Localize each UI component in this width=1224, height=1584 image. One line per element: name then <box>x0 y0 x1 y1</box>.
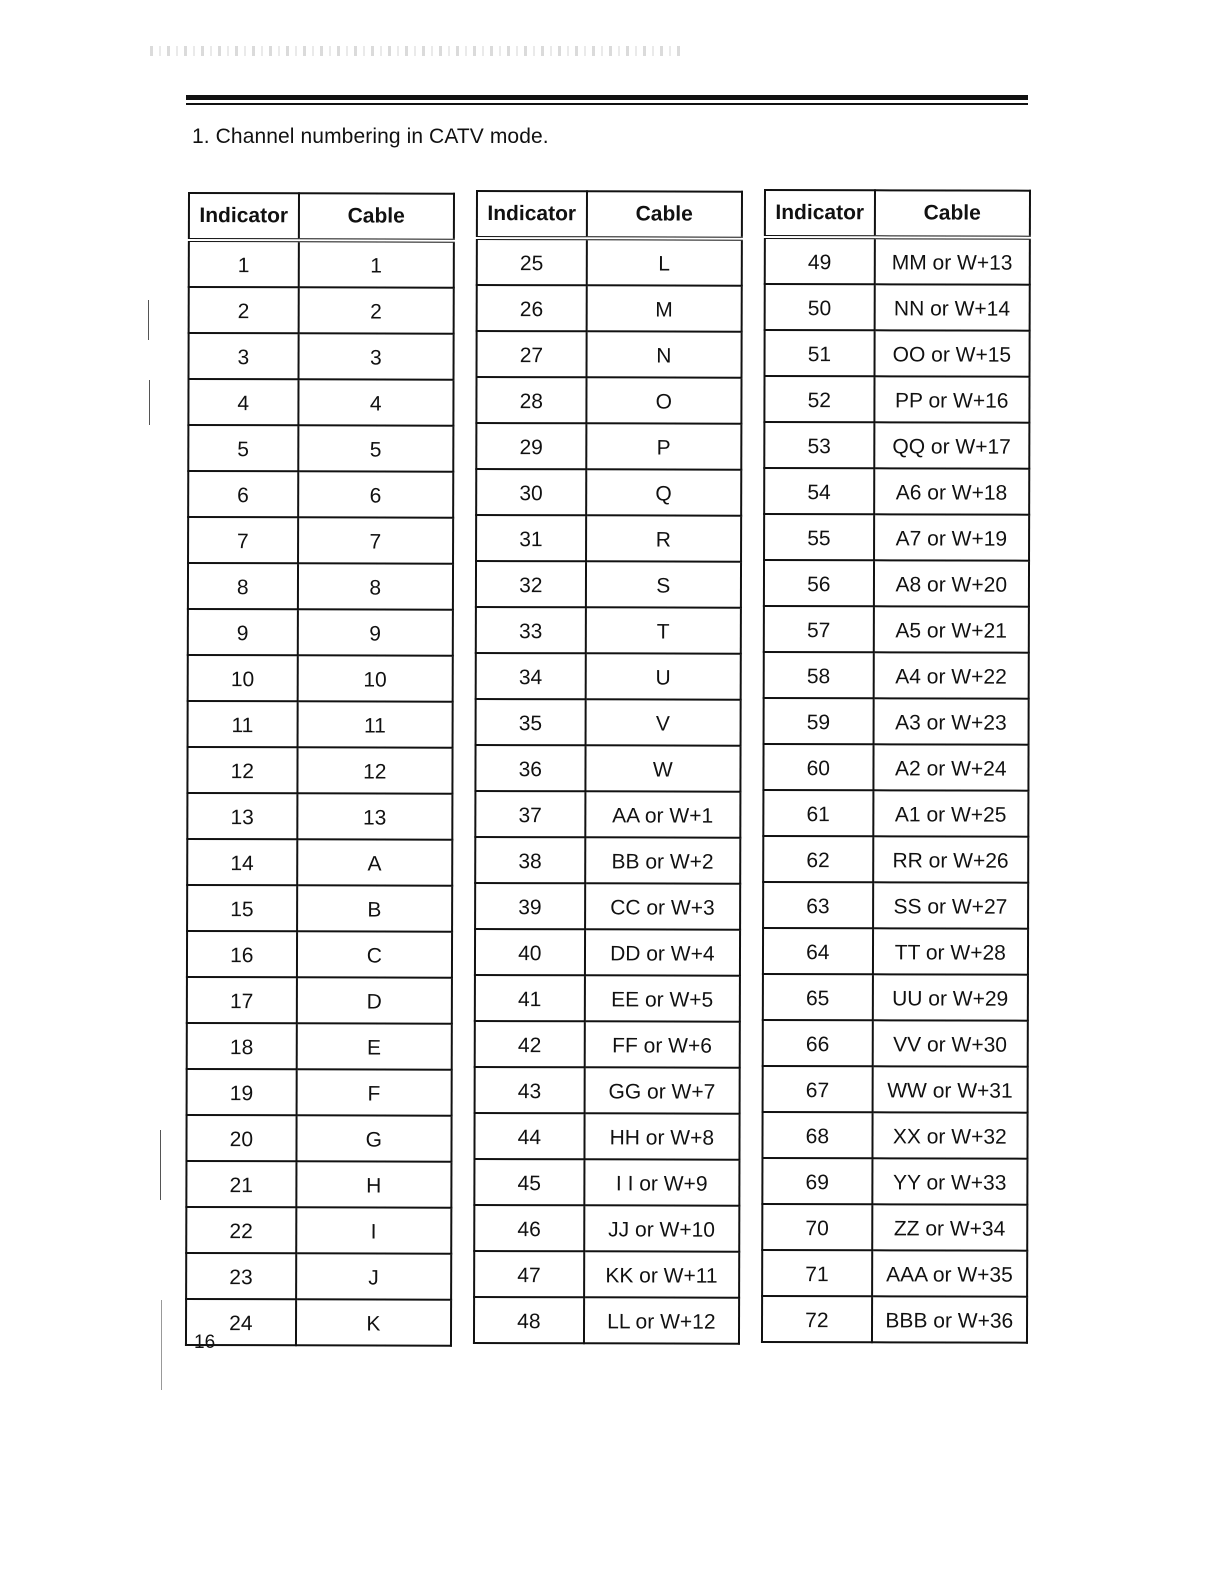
cable-cell: A3 or W+23 <box>873 698 1028 744</box>
indicator-cell: 17 <box>187 977 297 1023</box>
table-row <box>765 237 1030 285</box>
table-row <box>476 607 741 654</box>
indicator-cell: 38 <box>475 837 585 883</box>
cable-cell: 4 <box>298 379 453 425</box>
scan-noise <box>150 46 680 56</box>
indicator-cell: 66 <box>763 1020 873 1066</box>
cable-cell: YY or W+33 <box>872 1158 1027 1204</box>
cable-cell: AA or W+1 <box>585 791 740 837</box>
table-row <box>476 423 741 470</box>
cable-cell: BBB or W+36 <box>872 1296 1027 1342</box>
table-row <box>764 652 1029 699</box>
indicator-cell: 22 <box>186 1207 296 1253</box>
indicator-cell: 41 <box>475 975 585 1021</box>
table-row <box>764 514 1029 561</box>
table-row <box>187 977 452 1024</box>
cable-cell: A7 or W+19 <box>874 514 1029 560</box>
cable-cell: SS or W+27 <box>873 882 1028 928</box>
table-row <box>475 883 740 930</box>
indicator-cell: 40 <box>475 929 585 975</box>
table-row <box>763 882 1028 929</box>
cable-cell: L <box>586 238 741 285</box>
cable-cell: WW or W+31 <box>872 1066 1027 1112</box>
cable-cell: 1 <box>298 240 453 287</box>
cable-cell: VV or W+30 <box>872 1020 1027 1066</box>
table-row <box>188 379 453 426</box>
cable-cell: K <box>296 1299 451 1345</box>
cable-cell: UU or W+29 <box>872 974 1027 1020</box>
indicator-cell: 21 <box>186 1161 296 1207</box>
cable-cell: C <box>297 931 452 977</box>
table-row <box>474 1205 739 1252</box>
cable-cell: T <box>585 607 740 653</box>
table-row <box>764 606 1029 653</box>
table-row <box>474 1251 739 1298</box>
column-header-indicator: Indicator <box>477 191 587 238</box>
cable-cell: FF or W+6 <box>584 1021 739 1067</box>
cable-cell: PP or W+16 <box>874 376 1029 422</box>
table-row <box>186 1299 451 1346</box>
cable-cell: 11 <box>297 701 452 747</box>
cable-cell: P <box>586 423 741 469</box>
cable-cell: E <box>296 1023 451 1069</box>
cable-cell: HH or W+8 <box>584 1113 739 1159</box>
table-row <box>764 698 1029 745</box>
table-row <box>476 699 741 746</box>
indicator-cell: 48 <box>474 1297 584 1343</box>
header-rule-thin <box>186 103 1028 105</box>
section-heading: 1. Channel numbering in CATV mode. <box>192 125 549 148</box>
cable-cell: KK or W+11 <box>584 1251 739 1297</box>
table-row <box>474 1159 739 1206</box>
cable-cell: NN or W+14 <box>874 284 1029 330</box>
indicator-cell: 65 <box>763 974 873 1020</box>
indicator-cell: 34 <box>476 653 586 699</box>
table-row <box>186 1207 451 1254</box>
cable-cell: R <box>586 515 741 561</box>
table-row <box>475 837 740 884</box>
table-row <box>763 1066 1028 1113</box>
cable-cell: ZZ or W+34 <box>872 1204 1027 1250</box>
indicator-cell: 53 <box>764 422 874 468</box>
indicator-cell: 18 <box>187 1023 297 1069</box>
cable-cell: 5 <box>298 425 453 471</box>
table-row <box>476 469 741 516</box>
cable-cell: A <box>297 839 452 885</box>
table-row <box>189 287 454 334</box>
cable-cell: MM or W+13 <box>874 237 1029 284</box>
margin-mark <box>161 1300 162 1390</box>
indicator-cell: 44 <box>474 1113 584 1159</box>
table-row <box>476 561 741 608</box>
indicator-cell: 26 <box>477 285 587 331</box>
table-row <box>187 1023 452 1070</box>
indicator-cell: 23 <box>186 1253 296 1299</box>
indicator-cell: 58 <box>764 652 874 698</box>
cable-cell: GG or W+7 <box>584 1067 739 1113</box>
indicator-cell: 70 <box>762 1204 872 1250</box>
indicator-cell: 28 <box>476 377 586 423</box>
indicator-cell: 71 <box>762 1250 872 1296</box>
indicator-cell: 5 <box>188 425 298 471</box>
cable-cell: V <box>585 699 740 745</box>
table-row <box>188 425 453 472</box>
indicator-cell: 46 <box>474 1205 584 1251</box>
cable-cell: U <box>585 653 740 699</box>
cable-cell: 9 <box>297 609 452 655</box>
indicator-cell: 51 <box>765 330 875 376</box>
cable-cell: H <box>296 1161 451 1207</box>
cable-cell: 6 <box>298 471 453 517</box>
table-row <box>188 701 453 748</box>
indicator-cell: 61 <box>763 790 873 836</box>
indicator-cell: 33 <box>476 607 586 653</box>
table-row <box>474 1113 739 1160</box>
indicator-cell: 9 <box>188 609 298 655</box>
column-header-cable: Cable <box>299 193 454 240</box>
table-row <box>475 1067 740 1114</box>
indicator-cell: 1 <box>189 240 299 287</box>
table-row <box>186 1115 451 1162</box>
cable-cell: F <box>296 1069 451 1115</box>
table-row <box>476 515 741 562</box>
table-row <box>763 744 1028 791</box>
cable-cell: M <box>586 285 741 331</box>
channel-table-3 <box>761 189 1031 1344</box>
indicator-cell: 55 <box>764 514 874 560</box>
indicator-cell: 57 <box>764 606 874 652</box>
column-header-indicator: Indicator <box>765 190 875 237</box>
table-row <box>762 1158 1027 1205</box>
indicator-cell: 20 <box>186 1115 296 1161</box>
table-row <box>188 563 453 610</box>
table-row <box>762 1112 1027 1159</box>
table-row <box>762 1296 1027 1343</box>
indicator-cell: 7 <box>188 517 298 563</box>
table-row <box>188 655 453 702</box>
indicator-cell: 35 <box>476 699 586 745</box>
table-row <box>765 330 1030 377</box>
cable-cell: 3 <box>298 333 453 379</box>
cable-cell: BB or W+2 <box>585 837 740 883</box>
cable-cell: 12 <box>297 747 452 793</box>
cable-cell: A6 or W+18 <box>874 468 1029 514</box>
table-row <box>187 931 452 978</box>
indicator-cell: 11 <box>188 701 298 747</box>
cable-cell: A8 or W+20 <box>874 560 1029 606</box>
indicator-cell: 59 <box>764 698 874 744</box>
table-row <box>763 1020 1028 1067</box>
table-row <box>764 468 1029 515</box>
cable-cell: A1 or W+25 <box>873 790 1028 836</box>
table-row <box>763 790 1028 837</box>
cable-cell: J <box>296 1253 451 1299</box>
table-row <box>764 376 1029 423</box>
indicator-cell: 37 <box>475 791 585 837</box>
table-row <box>475 1021 740 1068</box>
margin-mark <box>148 300 149 340</box>
cable-cell: G <box>296 1115 451 1161</box>
indicator-cell: 52 <box>764 376 874 422</box>
cable-cell: 7 <box>298 517 453 563</box>
indicator-cell: 15 <box>187 885 297 931</box>
page-number: 16 <box>194 1332 216 1353</box>
table-row <box>763 974 1028 1021</box>
table-row <box>186 1161 451 1208</box>
table-row <box>186 1253 451 1300</box>
cable-cell: A5 or W+21 <box>873 606 1028 652</box>
table-row <box>764 560 1029 607</box>
cable-cell: 8 <box>298 563 453 609</box>
indicator-cell: 32 <box>476 561 586 607</box>
indicator-cell: 12 <box>187 747 297 793</box>
indicator-cell: 31 <box>476 515 586 561</box>
cable-cell: QQ or W+17 <box>874 422 1029 468</box>
table-row <box>763 928 1028 975</box>
cable-cell: JJ or W+10 <box>584 1205 739 1251</box>
indicator-cell: 47 <box>474 1251 584 1297</box>
indicator-cell: 45 <box>474 1159 584 1205</box>
table-row <box>187 1069 452 1116</box>
table-row <box>762 1204 1027 1251</box>
cable-cell: D <box>296 977 451 1023</box>
table-row <box>477 331 742 378</box>
cable-cell: O <box>586 377 741 423</box>
table-row <box>187 747 452 794</box>
table-row <box>765 284 1030 331</box>
indicator-cell: 10 <box>188 655 298 701</box>
indicator-cell: 19 <box>187 1069 297 1115</box>
cable-cell: CC or W+3 <box>585 883 740 929</box>
cable-cell: 13 <box>297 793 452 839</box>
cable-cell: 10 <box>297 655 452 701</box>
margin-mark <box>160 1130 161 1200</box>
table-row <box>475 791 740 838</box>
table-row <box>187 793 452 840</box>
column-header-indicator: Indicator <box>189 193 299 240</box>
indicator-cell: 39 <box>475 883 585 929</box>
table-row <box>475 745 740 792</box>
indicator-cell: 63 <box>763 882 873 928</box>
indicator-cell: 54 <box>764 468 874 514</box>
indicator-cell: 67 <box>763 1066 873 1112</box>
indicator-cell: 25 <box>477 238 587 285</box>
table-row <box>474 1297 739 1344</box>
cable-cell: A2 or W+24 <box>873 744 1028 790</box>
indicator-cell: 69 <box>762 1158 872 1204</box>
cable-cell: I I or W+9 <box>584 1159 739 1205</box>
header-rule-thick <box>186 95 1028 100</box>
cable-cell: B <box>297 885 452 931</box>
channel-table-2 <box>473 190 743 1345</box>
indicator-cell: 36 <box>475 745 585 791</box>
indicator-cell: 60 <box>763 744 873 790</box>
column-header-cable: Cable <box>875 190 1030 237</box>
table-row <box>188 517 453 564</box>
indicator-cell: 24 <box>186 1299 296 1345</box>
indicator-cell: 56 <box>764 560 874 606</box>
indicator-cell: 8 <box>188 563 298 609</box>
table-row <box>188 471 453 518</box>
indicator-cell: 3 <box>189 333 299 379</box>
indicator-cell: 62 <box>763 836 873 882</box>
cable-cell: S <box>586 561 741 607</box>
cable-cell: I <box>296 1207 451 1253</box>
table-row <box>475 929 740 976</box>
cable-cell: DD or W+4 <box>585 929 740 975</box>
indicator-cell: 4 <box>188 379 298 425</box>
table-row <box>477 285 742 332</box>
column-header-cable: Cable <box>587 191 742 238</box>
cable-cell: XX or W+32 <box>872 1112 1027 1158</box>
cable-cell: OO or W+15 <box>874 330 1029 376</box>
indicator-cell: 42 <box>475 1021 585 1067</box>
table-row <box>475 975 740 1022</box>
table-row <box>188 609 453 656</box>
cable-cell: Q <box>586 469 741 515</box>
indicator-cell: 30 <box>476 469 586 515</box>
table-row <box>187 885 452 932</box>
cable-cell: W <box>585 745 740 791</box>
table-row <box>476 653 741 700</box>
indicator-cell: 43 <box>475 1067 585 1113</box>
cable-cell: AAA or W+35 <box>872 1250 1027 1296</box>
table-row <box>763 836 1028 883</box>
indicator-cell: 2 <box>189 287 299 333</box>
table-row <box>189 240 454 288</box>
table-row <box>476 377 741 424</box>
indicator-cell: 68 <box>762 1112 872 1158</box>
cable-cell: LL or W+12 <box>584 1297 739 1343</box>
cable-cell: RR or W+26 <box>873 836 1028 882</box>
cable-cell: EE or W+5 <box>584 975 739 1021</box>
cable-cell: N <box>586 331 741 377</box>
indicator-cell: 49 <box>765 237 875 284</box>
table-row <box>189 333 454 380</box>
indicator-cell: 29 <box>476 423 586 469</box>
indicator-cell: 72 <box>762 1296 872 1342</box>
indicator-cell: 16 <box>187 931 297 977</box>
indicator-cell: 14 <box>187 839 297 885</box>
indicator-cell: 13 <box>187 793 297 839</box>
margin-mark <box>149 380 150 425</box>
channel-table-1 <box>185 192 455 1347</box>
table-row <box>187 839 452 886</box>
indicator-cell: 27 <box>477 331 587 377</box>
table-row <box>762 1250 1027 1297</box>
cable-cell: A4 or W+22 <box>873 652 1028 698</box>
table-row <box>764 422 1029 469</box>
table-row <box>477 238 742 286</box>
indicator-cell: 50 <box>765 284 875 330</box>
cable-cell: 2 <box>298 287 453 333</box>
indicator-cell: 64 <box>763 928 873 974</box>
indicator-cell: 6 <box>188 471 298 517</box>
cable-cell: TT or W+28 <box>873 928 1028 974</box>
